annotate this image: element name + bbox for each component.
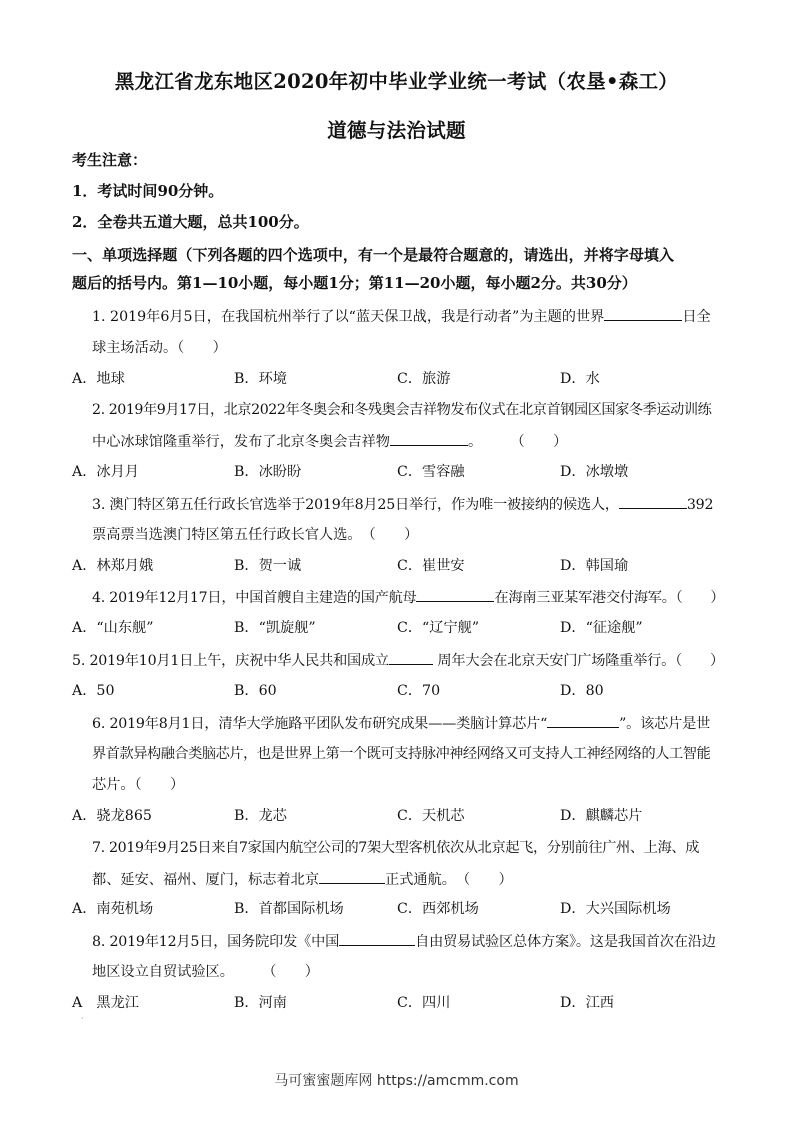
option-a: A 黑龙江: [72, 995, 139, 1011]
question-text: 周年大会在北京天安门广场隆重举行。（ ）: [437, 653, 724, 669]
option-a: A．冰月月: [72, 464, 139, 480]
option-b: B．河南: [234, 995, 287, 1011]
question-text: 日全: [682, 309, 711, 325]
question-2-line1: 2. 2019年9月17日，北京2022年冬奥会和冬残奥会吉祥物发布仪式在北京首钢园区国家冬季运动训练: [92, 402, 712, 418]
option-d: D．麒麟芯片: [560, 808, 643, 824]
option-c: C．四川: [397, 995, 451, 1011]
option-c: C．70: [397, 683, 441, 699]
question-text: ”。该芯片是世: [619, 716, 711, 732]
question-text: 中心冰球馆隆重举行，发布了北京冬奥会吉祥物: [92, 434, 390, 450]
option-b: B．“凯旋舰”: [234, 620, 316, 636]
question-6-line3: 芯片。（ ）: [92, 777, 185, 793]
question-text: 1. 2019年6月5日，在我国杭州举行了以“蓝天保卫战，我是行动者”为主题的世界: [92, 309, 605, 325]
question-8-line2: 地区设立自贸试验区。 （ ）: [92, 964, 319, 980]
answer-blank: [389, 649, 433, 665]
question-text: 5. 2019年10月1日上午，庆祝中华人民共和国成立: [72, 653, 390, 669]
option-b: B．60: [234, 683, 277, 699]
question-6-options: [72, 805, 712, 827]
question-text: 392: [686, 497, 714, 513]
option-d: D．江西: [560, 995, 614, 1011]
question-text: 正式通航。 （ ）: [385, 872, 513, 888]
option-b: B．冰盼盼: [234, 464, 302, 480]
footer-watermark: 马可蜜蜜题库网 https://amcmm.com: [274, 1073, 519, 1089]
option-c: C．旅游: [397, 371, 451, 387]
question-1-options: [72, 368, 712, 390]
option-d: D．“征途舰”: [560, 620, 643, 636]
question-text: 自由贸易试验区总体方案》。这是我国首次在沿边: [415, 934, 716, 950]
answer-blank: [547, 712, 619, 728]
note-item-score: 2．全卷共五道大题，总共100分。: [72, 213, 309, 231]
question-8-options: [72, 992, 712, 1014]
question-text: 都、延安、福州、厦门，标志着北京: [92, 872, 320, 888]
stray-mark: ·: [81, 1014, 84, 1023]
question-1-line2: 球主场活动。（ ）: [92, 340, 227, 356]
option-d: D．韩国瑜: [560, 558, 629, 574]
option-c: C．雪容融: [397, 464, 465, 480]
answer-blank: [390, 430, 468, 446]
option-a: A．“山东舰”: [72, 620, 154, 636]
question-2-line2: [92, 430, 567, 453]
question-text: 。 （ ）: [467, 434, 568, 450]
option-d: D．冰墩墩: [560, 464, 629, 480]
option-c: C．天机芯: [397, 808, 465, 824]
question-text: 8. 2019年12月5日，国务院印发《中国: [92, 934, 340, 950]
answer-blank: [319, 868, 385, 884]
question-7-line2: [92, 868, 513, 891]
question-5-line1: [72, 649, 724, 672]
question-3-line2: 票高票当选澳门特区第五任行政长官人选。 （ ）: [92, 527, 419, 543]
answer-blank: [339, 930, 415, 946]
option-b: B．首都国际机场: [234, 901, 344, 917]
question-6-line2: 界首款异构融合类脑芯片，也是世界上第一个既可支持脉冲神经网络又可支持人工神经网络的人工智能: [92, 746, 711, 762]
option-a: A．林郑月娥: [72, 558, 154, 574]
option-d: D．水: [560, 371, 600, 387]
question-2-options: [72, 461, 712, 483]
option-c: C．西郊机场: [397, 901, 479, 917]
option-c: C．崔世安: [397, 558, 465, 574]
option-b: B．环境: [234, 371, 287, 387]
question-1-line1: [92, 305, 711, 328]
question-text: 6. 2019年8月1日，清华大学施路平团队发布研究成果——类脑计算芯片“: [92, 716, 548, 732]
question-7-options: [72, 898, 712, 920]
note-item-time: 1．考试时间90分钟。: [72, 182, 224, 200]
exam-title: 黑龙江省龙东地区2020年初中毕业学业统一考试（农垦•森工）: [114, 70, 679, 93]
option-d: D．大兴国际机场: [560, 901, 671, 917]
option-a: A．50: [72, 683, 115, 699]
option-b: B．龙芯: [234, 808, 287, 824]
question-3-line1: [92, 493, 713, 516]
option-a: A．南苑机场: [72, 901, 154, 917]
question-7-line1: 7. 2019年9月25日来自7家国内航空公司的7架大型客机依次从北京起飞，分别前往广州、上海、成: [92, 840, 700, 856]
question-8-line1: [92, 930, 716, 953]
option-a: A．地球: [72, 371, 125, 387]
section-instructions-line1: 一、单项选择题（下列各题的四个选项中，有一个是最符合题意的，请选出，并将字母填入: [72, 246, 675, 264]
question-text: 3. 澳门特区第五任行政长官选举于2019年8月25日举行，作为唯一被接纳的候选人，: [92, 497, 619, 513]
answer-blank: [619, 493, 687, 509]
question-4-options: [72, 617, 712, 639]
question-text: 在海南三亚某军港交付海军。（ ）: [494, 590, 725, 606]
exam-subtitle: 道德与法治试题: [327, 119, 466, 142]
section-instructions-line2: 题后的括号内。第1—10小题，每小题1分；第11—20小题，每小题2分。共30分）: [72, 274, 637, 292]
answer-blank: [604, 305, 682, 321]
question-5-options: [72, 680, 712, 702]
option-c: C．“辽宁舰”: [397, 620, 480, 636]
answer-blank: [416, 586, 494, 602]
option-b: B．贺一诚: [234, 558, 302, 574]
question-4-line1: [92, 586, 724, 609]
question-3-options: [72, 555, 712, 577]
question-6-line1: [92, 712, 710, 735]
notes-heading: 考生注意：: [72, 151, 148, 169]
option-a: A．骁龙865: [72, 808, 152, 824]
question-text: 4. 2019年12月17日，中国首艘自主建造的国产航母: [92, 590, 417, 606]
option-d: D．80: [560, 683, 604, 699]
